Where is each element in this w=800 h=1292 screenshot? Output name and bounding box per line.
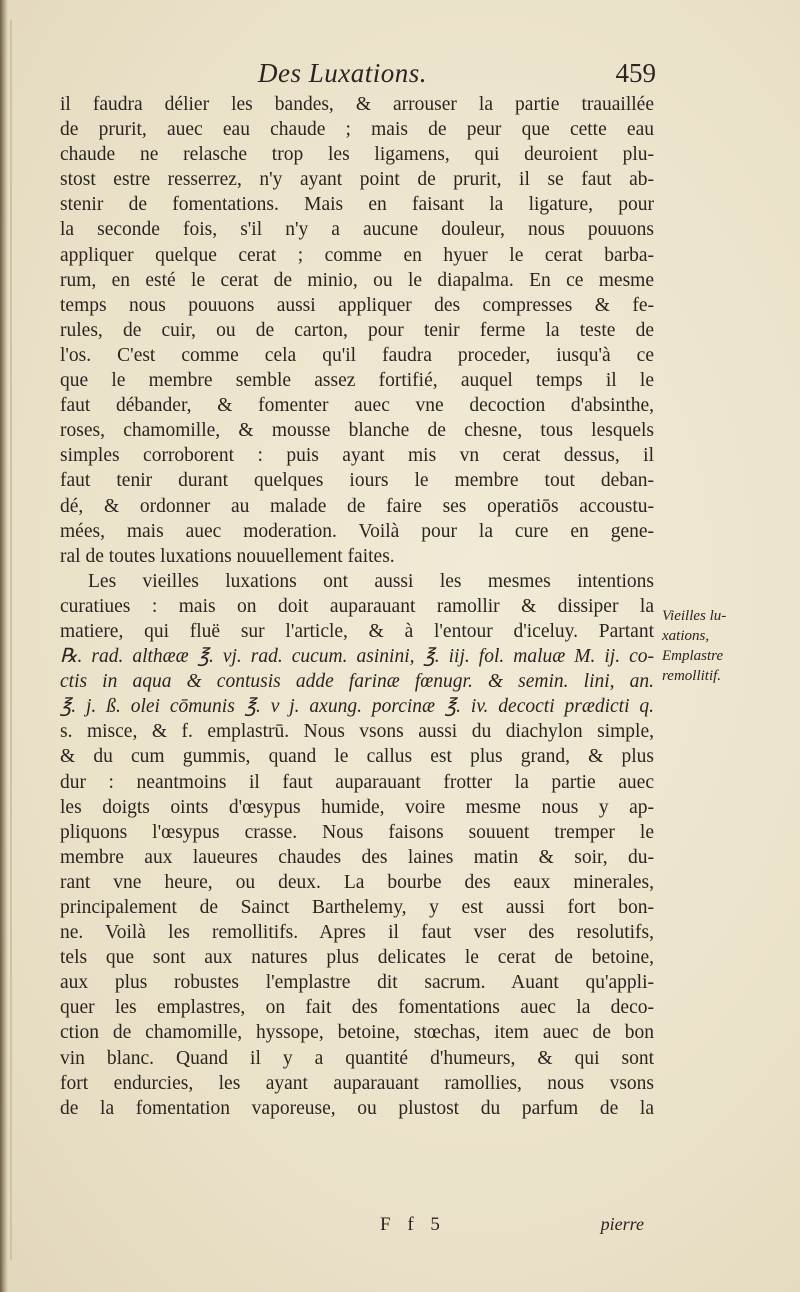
margin-note-line: Vieilles lu- xyxy=(662,608,727,624)
text-line: chaude ne relasche trop les ligamens, qui deuroient plu- xyxy=(60,144,654,166)
text-line: ral de toutes luxations nouuellement faites. xyxy=(60,545,395,567)
text-line: de la fomentation vaporeuse, ou plustost du parfum de la xyxy=(60,1097,654,1119)
text-line: faut débander, & fomenter auec vne decoction d'absinthe, xyxy=(60,395,654,417)
text-line: les doigts oints d'œsypus humide, voire mesme nous y ap- xyxy=(60,796,654,818)
text-line: de prurit, auec eau chaude ; mais de peur que cette eau xyxy=(60,119,654,141)
margin-note xyxy=(662,606,792,686)
text-line: aux plus robustes l'emplastre dit sacrum. Auant qu'appli- xyxy=(60,972,654,994)
signature-mark: F f 5 xyxy=(380,1214,446,1235)
text-line: tels que sont aux natures plus delicates le cerat de betoine, xyxy=(60,947,654,969)
binding-shadow-line xyxy=(10,20,12,1260)
text-line: rules, de cuir, ou de carton, pour tenir ferme la teste de xyxy=(60,319,654,341)
binding-edge xyxy=(0,0,8,1292)
text-line: il faudra délier les bandes, & arrouser la partie trauaillée xyxy=(60,94,654,115)
text-line: rum, en esté le cerat de minio, ou le diapalma. En ce mesme xyxy=(60,269,654,291)
text-line: principalement de Sainct Barthelemy, y est aussi fort bon- xyxy=(60,897,654,918)
running-head: Des Luxations. xyxy=(258,58,427,88)
text-line: faut tenir durant quelques iours le membre tout deban- xyxy=(60,470,654,492)
text-line: ne. Voilà les remollitifs. Apres il faut vser des resolutifs, xyxy=(60,922,654,944)
text-line: stenir de fomentations. Mais en faisant la ligature, pour xyxy=(60,194,654,216)
paragraph-start-line: Les vieilles luxations ont aussi les mesmes intentions xyxy=(88,570,654,592)
text-line: dé, & ordonner au malade de faire ses operatiōs accoustu- xyxy=(60,495,654,517)
text-line: appliquer quelque cerat ; comme en hyuer le cerat barba- xyxy=(60,244,654,266)
text-line: matiere, qui fluë sur l'article, & à l'entour d'iceluy. Partant xyxy=(60,620,654,642)
text-line: simples corroborent : puis ayant mis vn cerat dessus, il xyxy=(60,445,654,467)
page-header xyxy=(58,58,656,92)
page-footer xyxy=(60,1214,654,1244)
text-line: mées, mais auec moderation. Voilà pour la cure en gene- xyxy=(60,520,654,542)
text-line: que le membre semble assez fortifié, auquel temps il le xyxy=(60,370,654,392)
text-line: ction de chamomille, hyssope, betoine, stœchas, item auec de bon xyxy=(60,1022,654,1044)
text-line: & du cum gummis, quand le callus est plus grand, & plus xyxy=(60,746,654,768)
latin-recipe-line: ℥. j. ß. olei cōmunis ℥. v j. axung. porcinæ ℥. iv. decocti prædicti q. xyxy=(60,696,654,718)
text-line: la seconde fois, s'il n'y a aucune douleur, nous pouuons xyxy=(60,219,654,241)
text-line: dur : neantmoins il faut auparauant frotter la partie auec xyxy=(60,771,654,793)
text-line: fort endurcies, les ayant auparauant ramollies, nous vsons xyxy=(60,1072,654,1094)
latin-recipe-line: ℞. rad. althææ ℥. vj. rad. cucum. asinini, ℥. iij. fol. maluæ M. ij. co- xyxy=(60,646,654,668)
page-number: 459 xyxy=(615,58,656,88)
text-line: vin blanc. Quand il y a quantité d'humeurs, & qui sont xyxy=(60,1047,654,1069)
text-line: roses, chamomille, & mousse blanche de chesne, tous lesquels xyxy=(60,420,654,442)
margin-note-line: remollitif. xyxy=(662,668,722,684)
text-line: stost estre resserrez, n'y ayant point de prurit, il se faut ab- xyxy=(60,169,654,191)
latin-recipe-line: ctis in aqua & contusis adde farinæ fœnugr. & semin. lini, an. xyxy=(60,671,654,693)
text-line: curatiues : mais on doit auparauant ramollir & dissiper la xyxy=(60,595,654,617)
text-line: s. misce, & f. emplastrū. Nous vsons aussi du diachylon simple, xyxy=(60,721,654,743)
text-line: membre aux laueures chaudes des laines matin & soir, du- xyxy=(60,846,654,868)
catchword: pierre xyxy=(600,1214,644,1234)
text-line: quer les emplastres, on fait des fomentations auec la deco- xyxy=(60,997,654,1019)
body-text xyxy=(60,92,654,1121)
text-line: pliquons l'œsypus crasse. Nous faisons souuent tremper le xyxy=(60,821,654,843)
text-line: l'os. C'est comme cela qu'il faudra proceder, iusqu'à ce xyxy=(60,344,654,366)
text-line: temps nous pouuons aussi appliquer des compresses & fe- xyxy=(60,294,654,316)
margin-note-line: xations, xyxy=(662,628,710,644)
text-line: rant vne heure, ou deux. La bourbe des eaux minerales, xyxy=(60,871,654,893)
margin-note-line: Emplastre xyxy=(662,648,724,664)
